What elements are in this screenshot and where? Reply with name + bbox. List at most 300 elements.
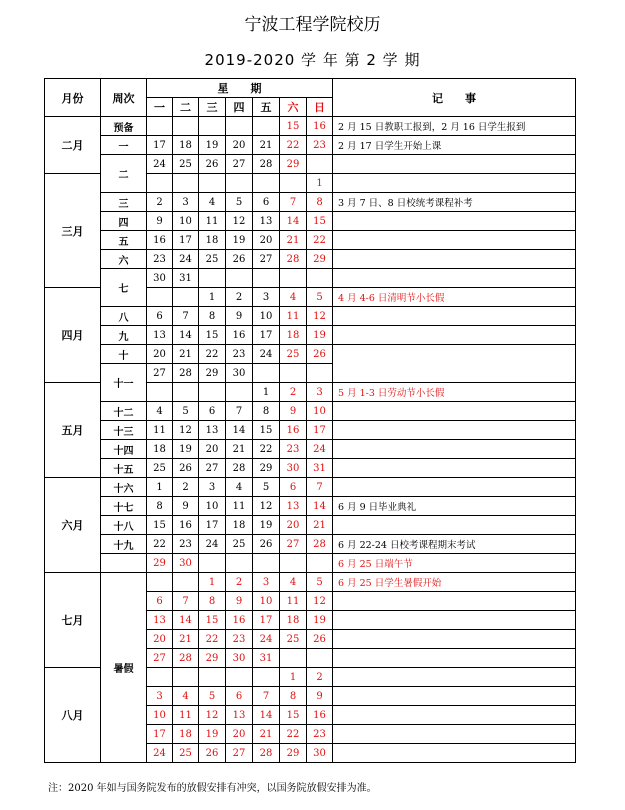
day-cell: 8 bbox=[253, 402, 280, 421]
day-cell: 3 bbox=[173, 193, 199, 212]
day-cell: 1 bbox=[307, 174, 333, 193]
day-cell: 24 bbox=[253, 345, 280, 364]
day-cell: 14 bbox=[173, 326, 199, 345]
day-cell: 14 bbox=[307, 497, 333, 516]
day-cell bbox=[226, 668, 253, 687]
day-cell: 30 bbox=[280, 459, 307, 478]
day-cell: 23 bbox=[280, 440, 307, 459]
day-cell: 1 bbox=[280, 668, 307, 687]
calendar-row bbox=[45, 193, 576, 212]
day-cell: 27 bbox=[147, 649, 173, 668]
day-cell: 15 bbox=[199, 326, 226, 345]
header-weekday-sun: 日 bbox=[307, 98, 333, 117]
week-number-cell: 一 bbox=[101, 136, 147, 155]
note-cell: 3 月 7 日、8 日校统考课程补考 bbox=[333, 193, 576, 212]
calendar-row bbox=[45, 345, 576, 364]
day-cell: 12 bbox=[307, 592, 333, 611]
day-cell: 25 bbox=[280, 345, 307, 364]
day-cell: 26 bbox=[199, 155, 226, 174]
header-week: 周次 bbox=[101, 79, 147, 117]
day-cell: 22 bbox=[253, 440, 280, 459]
day-cell bbox=[226, 117, 253, 136]
note-cell: 2 月 15 日教职工报到，2 月 16 日学生报到 bbox=[333, 117, 576, 136]
week-number-cell: 三 bbox=[101, 193, 147, 212]
calendar-row bbox=[45, 307, 576, 326]
day-cell: 17 bbox=[253, 611, 280, 630]
day-cell: 30 bbox=[226, 364, 253, 383]
day-cell bbox=[173, 573, 199, 592]
day-cell: 22 bbox=[199, 345, 226, 364]
header-notes: 记 事 bbox=[333, 79, 576, 117]
day-cell: 9 bbox=[147, 212, 173, 231]
day-cell: 13 bbox=[147, 611, 173, 630]
day-cell bbox=[173, 174, 199, 193]
day-cell: 29 bbox=[280, 744, 307, 763]
day-cell: 24 bbox=[173, 250, 199, 269]
day-cell: 27 bbox=[226, 155, 253, 174]
day-cell: 17 bbox=[147, 725, 173, 744]
week-number-cell: 六 bbox=[101, 250, 147, 269]
day-cell: 16 bbox=[280, 421, 307, 440]
note-cell: 5 月 1-3 日劳动节小长假 bbox=[333, 383, 576, 402]
day-cell: 28 bbox=[226, 459, 253, 478]
day-cell: 9 bbox=[307, 687, 333, 706]
day-cell: 11 bbox=[199, 212, 226, 231]
week-number-cell: 十五 bbox=[101, 459, 147, 478]
day-cell bbox=[173, 117, 199, 136]
day-cell: 29 bbox=[307, 250, 333, 269]
note-cell bbox=[333, 516, 576, 535]
day-cell: 8 bbox=[147, 497, 173, 516]
day-cell: 13 bbox=[226, 706, 253, 725]
day-cell: 20 bbox=[226, 725, 253, 744]
day-cell bbox=[307, 364, 333, 383]
note-cell bbox=[333, 725, 576, 744]
day-cell: 29 bbox=[199, 649, 226, 668]
note-cell bbox=[333, 440, 576, 459]
day-cell: 19 bbox=[307, 326, 333, 345]
day-cell: 5 bbox=[173, 402, 199, 421]
week-number-cell: 十七 bbox=[101, 497, 147, 516]
day-cell: 23 bbox=[226, 345, 253, 364]
week-number-cell: 预备 bbox=[101, 117, 147, 136]
day-cell: 23 bbox=[307, 136, 333, 155]
day-cell bbox=[199, 117, 226, 136]
day-cell: 26 bbox=[226, 250, 253, 269]
day-cell: 27 bbox=[199, 459, 226, 478]
day-cell: 20 bbox=[226, 136, 253, 155]
day-cell: 14 bbox=[280, 212, 307, 231]
day-cell: 24 bbox=[307, 440, 333, 459]
header-weekday-mon: 一 bbox=[147, 98, 173, 117]
day-cell: 29 bbox=[280, 155, 307, 174]
day-cell: 30 bbox=[173, 554, 199, 573]
day-cell bbox=[199, 383, 226, 402]
day-cell: 15 bbox=[147, 516, 173, 535]
day-cell: 3 bbox=[199, 478, 226, 497]
day-cell: 5 bbox=[253, 478, 280, 497]
day-cell: 9 bbox=[226, 307, 253, 326]
day-cell: 2 bbox=[173, 478, 199, 497]
day-cell: 19 bbox=[199, 725, 226, 744]
day-cell: 7 bbox=[280, 193, 307, 212]
day-cell: 16 bbox=[307, 706, 333, 725]
footnote: 注：2020 年如与国务院发布的放假安排有冲突，以国务院放假安排为准。 bbox=[48, 783, 377, 794]
calendar-row bbox=[45, 155, 576, 174]
week-number-cell: 十六 bbox=[101, 478, 147, 497]
calendar-row bbox=[45, 459, 576, 478]
day-cell: 14 bbox=[226, 421, 253, 440]
day-cell: 25 bbox=[147, 459, 173, 478]
day-cell: 22 bbox=[147, 535, 173, 554]
day-cell: 21 bbox=[173, 630, 199, 649]
day-cell: 25 bbox=[226, 535, 253, 554]
day-cell bbox=[307, 269, 333, 288]
day-cell bbox=[280, 554, 307, 573]
calendar-row bbox=[45, 402, 576, 421]
calendar-row bbox=[45, 136, 576, 155]
day-cell: 19 bbox=[173, 440, 199, 459]
header-weekday-fri: 五 bbox=[253, 98, 280, 117]
day-cell: 22 bbox=[307, 231, 333, 250]
day-cell: 12 bbox=[226, 212, 253, 231]
day-cell: 28 bbox=[173, 649, 199, 668]
day-cell: 6 bbox=[280, 478, 307, 497]
day-cell: 21 bbox=[307, 516, 333, 535]
day-cell: 3 bbox=[307, 383, 333, 402]
day-cell: 5 bbox=[307, 573, 333, 592]
day-cell: 19 bbox=[253, 516, 280, 535]
note-cell bbox=[333, 326, 576, 345]
day-cell: 3 bbox=[147, 687, 173, 706]
day-cell: 15 bbox=[199, 611, 226, 630]
day-cell: 27 bbox=[147, 364, 173, 383]
note-cell bbox=[333, 345, 576, 383]
day-cell: 2 bbox=[147, 193, 173, 212]
week-number-cell: 十 bbox=[101, 345, 147, 364]
day-cell: 18 bbox=[199, 231, 226, 250]
header-weekday-group: 星 期 bbox=[147, 79, 333, 98]
note-cell: 2 月 17 日学生开始上课 bbox=[333, 136, 576, 155]
day-cell bbox=[280, 649, 307, 668]
day-cell bbox=[199, 269, 226, 288]
calendar-row bbox=[45, 535, 576, 554]
note-cell bbox=[333, 269, 576, 288]
semester-subtitle: 2019-2020 学 年 第 2 学 期 bbox=[204, 51, 421, 69]
day-cell: 24 bbox=[199, 535, 226, 554]
day-cell: 4 bbox=[147, 402, 173, 421]
day-cell bbox=[253, 117, 280, 136]
month-cell: 五月 bbox=[45, 383, 101, 478]
day-cell: 18 bbox=[280, 611, 307, 630]
day-cell: 25 bbox=[173, 744, 199, 763]
note-cell bbox=[333, 744, 576, 763]
day-cell: 13 bbox=[253, 212, 280, 231]
day-cell: 13 bbox=[147, 326, 173, 345]
calendar-row bbox=[45, 117, 576, 136]
day-cell: 18 bbox=[147, 440, 173, 459]
day-cell: 23 bbox=[147, 250, 173, 269]
day-cell: 21 bbox=[253, 136, 280, 155]
day-cell: 7 bbox=[253, 687, 280, 706]
day-cell: 22 bbox=[280, 136, 307, 155]
day-cell: 12 bbox=[253, 497, 280, 516]
day-cell: 31 bbox=[173, 269, 199, 288]
day-cell bbox=[199, 554, 226, 573]
day-cell bbox=[253, 668, 280, 687]
day-cell bbox=[307, 554, 333, 573]
day-cell: 19 bbox=[307, 611, 333, 630]
day-cell: 5 bbox=[226, 193, 253, 212]
week-number-cell: 九 bbox=[101, 326, 147, 345]
note-cell bbox=[333, 687, 576, 706]
day-cell: 20 bbox=[147, 345, 173, 364]
header-weekday-sat: 六 bbox=[280, 98, 307, 117]
day-cell: 16 bbox=[173, 516, 199, 535]
day-cell bbox=[280, 174, 307, 193]
day-cell: 10 bbox=[307, 402, 333, 421]
note-cell bbox=[333, 155, 576, 174]
day-cell: 8 bbox=[280, 687, 307, 706]
day-cell: 9 bbox=[226, 592, 253, 611]
month-cell: 七月 bbox=[45, 573, 101, 668]
note-cell bbox=[333, 649, 576, 668]
week-number-cell: 八 bbox=[101, 307, 147, 326]
calendar-row bbox=[45, 497, 576, 516]
day-cell: 2 bbox=[280, 383, 307, 402]
day-cell: 11 bbox=[173, 706, 199, 725]
calendar-row bbox=[45, 554, 576, 573]
day-cell: 6 bbox=[147, 592, 173, 611]
day-cell: 24 bbox=[253, 630, 280, 649]
day-cell: 2 bbox=[226, 573, 253, 592]
day-cell: 12 bbox=[307, 307, 333, 326]
day-cell: 4 bbox=[280, 288, 307, 307]
day-cell: 17 bbox=[199, 516, 226, 535]
day-cell: 10 bbox=[199, 497, 226, 516]
note-cell bbox=[333, 630, 576, 649]
day-cell bbox=[147, 668, 173, 687]
day-cell: 4 bbox=[226, 478, 253, 497]
note-cell bbox=[333, 402, 576, 421]
note-cell bbox=[333, 478, 576, 497]
day-cell: 8 bbox=[199, 592, 226, 611]
day-cell: 26 bbox=[199, 744, 226, 763]
week-number-cell: 十二 bbox=[101, 402, 147, 421]
header-month: 月份 bbox=[45, 79, 101, 117]
day-cell: 5 bbox=[199, 687, 226, 706]
day-cell: 22 bbox=[199, 630, 226, 649]
day-cell: 25 bbox=[173, 155, 199, 174]
day-cell: 4 bbox=[280, 573, 307, 592]
day-cell bbox=[147, 383, 173, 402]
week-number-cell: 五 bbox=[101, 231, 147, 250]
day-cell: 20 bbox=[147, 630, 173, 649]
day-cell bbox=[253, 554, 280, 573]
day-cell: 21 bbox=[226, 440, 253, 459]
calendar-row bbox=[45, 573, 576, 592]
day-cell: 27 bbox=[226, 744, 253, 763]
day-cell: 24 bbox=[147, 744, 173, 763]
week-number-cell: 十一 bbox=[101, 364, 147, 402]
day-cell: 29 bbox=[253, 459, 280, 478]
week-number-cell: 十三 bbox=[101, 421, 147, 440]
calendar-row bbox=[45, 440, 576, 459]
day-cell: 23 bbox=[307, 725, 333, 744]
calendar-row bbox=[45, 269, 576, 288]
day-cell: 26 bbox=[173, 459, 199, 478]
day-cell: 23 bbox=[226, 630, 253, 649]
header-weekday-thu: 四 bbox=[226, 98, 253, 117]
day-cell: 7 bbox=[226, 402, 253, 421]
calendar-row bbox=[45, 326, 576, 345]
day-cell: 4 bbox=[173, 687, 199, 706]
calendar-row bbox=[45, 212, 576, 231]
day-cell bbox=[147, 288, 173, 307]
day-cell: 13 bbox=[199, 421, 226, 440]
note-cell bbox=[333, 668, 576, 687]
day-cell: 13 bbox=[280, 497, 307, 516]
month-cell: 八月 bbox=[45, 668, 101, 763]
day-cell: 27 bbox=[280, 535, 307, 554]
day-cell: 16 bbox=[226, 611, 253, 630]
note-cell bbox=[333, 231, 576, 250]
day-cell: 22 bbox=[280, 725, 307, 744]
day-cell: 1 bbox=[253, 383, 280, 402]
day-cell: 21 bbox=[280, 231, 307, 250]
day-cell: 15 bbox=[280, 117, 307, 136]
day-cell: 29 bbox=[147, 554, 173, 573]
note-cell: 4 月 4-6 日清明节小长假 bbox=[333, 288, 576, 307]
day-cell: 18 bbox=[280, 326, 307, 345]
day-cell: 26 bbox=[307, 630, 333, 649]
calendar-row bbox=[45, 478, 576, 497]
day-cell: 21 bbox=[173, 345, 199, 364]
week-number-cell: 暑假 bbox=[101, 573, 147, 763]
note-cell: 6 月 9 日毕业典礼 bbox=[333, 497, 576, 516]
day-cell: 17 bbox=[253, 326, 280, 345]
day-cell: 20 bbox=[253, 231, 280, 250]
day-cell bbox=[173, 668, 199, 687]
day-cell: 1 bbox=[147, 478, 173, 497]
month-cell: 二月 bbox=[45, 117, 101, 174]
day-cell: 10 bbox=[173, 212, 199, 231]
day-cell bbox=[147, 117, 173, 136]
day-cell: 25 bbox=[280, 630, 307, 649]
day-cell: 23 bbox=[173, 535, 199, 554]
day-cell: 20 bbox=[199, 440, 226, 459]
day-cell: 18 bbox=[226, 516, 253, 535]
day-cell: 18 bbox=[173, 136, 199, 155]
day-cell: 2 bbox=[307, 668, 333, 687]
day-cell: 9 bbox=[280, 402, 307, 421]
day-cell bbox=[226, 383, 253, 402]
month-cell: 六月 bbox=[45, 478, 101, 573]
header-weekday-wed: 三 bbox=[199, 98, 226, 117]
day-cell bbox=[199, 174, 226, 193]
day-cell: 26 bbox=[253, 535, 280, 554]
day-cell: 15 bbox=[253, 421, 280, 440]
day-cell: 1 bbox=[199, 573, 226, 592]
month-cell: 四月 bbox=[45, 288, 101, 383]
day-cell: 31 bbox=[307, 459, 333, 478]
day-cell bbox=[280, 364, 307, 383]
day-cell: 10 bbox=[253, 307, 280, 326]
day-cell: 12 bbox=[173, 421, 199, 440]
day-cell: 10 bbox=[147, 706, 173, 725]
day-cell: 28 bbox=[253, 155, 280, 174]
day-cell: 31 bbox=[253, 649, 280, 668]
day-cell: 7 bbox=[173, 592, 199, 611]
day-cell: 15 bbox=[307, 212, 333, 231]
day-cell: 17 bbox=[147, 136, 173, 155]
day-cell bbox=[226, 174, 253, 193]
week-number-cell: 七 bbox=[101, 269, 147, 307]
day-cell: 19 bbox=[199, 136, 226, 155]
note-cell: 6 月 25 日学生暑假开始 bbox=[333, 573, 576, 592]
day-cell: 11 bbox=[280, 592, 307, 611]
day-cell: 9 bbox=[173, 497, 199, 516]
day-cell bbox=[253, 269, 280, 288]
week-number-cell: 十八 bbox=[101, 516, 147, 535]
note-cell: 6 月 25 日端午节 bbox=[333, 554, 576, 573]
month-cell: 三月 bbox=[45, 174, 101, 288]
day-cell: 14 bbox=[253, 706, 280, 725]
week-number-cell: 十四 bbox=[101, 440, 147, 459]
note-cell bbox=[333, 706, 576, 725]
day-cell bbox=[173, 383, 199, 402]
calendar-row bbox=[45, 231, 576, 250]
header-weekday-tue: 二 bbox=[173, 98, 199, 117]
week-number-cell: 四 bbox=[101, 212, 147, 231]
day-cell: 4 bbox=[199, 193, 226, 212]
day-cell: 14 bbox=[173, 611, 199, 630]
week-number-cell: 二 bbox=[101, 155, 147, 193]
day-cell: 17 bbox=[307, 421, 333, 440]
note-cell bbox=[333, 592, 576, 611]
day-cell bbox=[226, 269, 253, 288]
day-cell: 28 bbox=[173, 364, 199, 383]
calendar-body bbox=[45, 117, 576, 763]
day-cell: 17 bbox=[173, 231, 199, 250]
day-cell: 28 bbox=[253, 744, 280, 763]
day-cell bbox=[147, 573, 173, 592]
day-cell: 25 bbox=[199, 250, 226, 269]
day-cell: 21 bbox=[253, 725, 280, 744]
day-cell bbox=[226, 554, 253, 573]
day-cell bbox=[307, 649, 333, 668]
note-cell bbox=[333, 174, 576, 193]
calendar-row bbox=[45, 516, 576, 535]
day-cell: 6 bbox=[226, 687, 253, 706]
note-cell bbox=[333, 421, 576, 440]
day-cell: 1 bbox=[199, 288, 226, 307]
day-cell: 12 bbox=[199, 706, 226, 725]
day-cell: 8 bbox=[307, 193, 333, 212]
note-cell bbox=[333, 611, 576, 630]
day-cell bbox=[280, 269, 307, 288]
day-cell: 11 bbox=[147, 421, 173, 440]
calendar-row bbox=[45, 421, 576, 440]
day-cell: 11 bbox=[226, 497, 253, 516]
note-cell: 6 月 22-24 日校考课程期末考试 bbox=[333, 535, 576, 554]
day-cell bbox=[173, 288, 199, 307]
day-cell: 6 bbox=[199, 402, 226, 421]
day-cell: 16 bbox=[226, 326, 253, 345]
day-cell: 11 bbox=[280, 307, 307, 326]
day-cell: 6 bbox=[147, 307, 173, 326]
day-cell: 7 bbox=[173, 307, 199, 326]
